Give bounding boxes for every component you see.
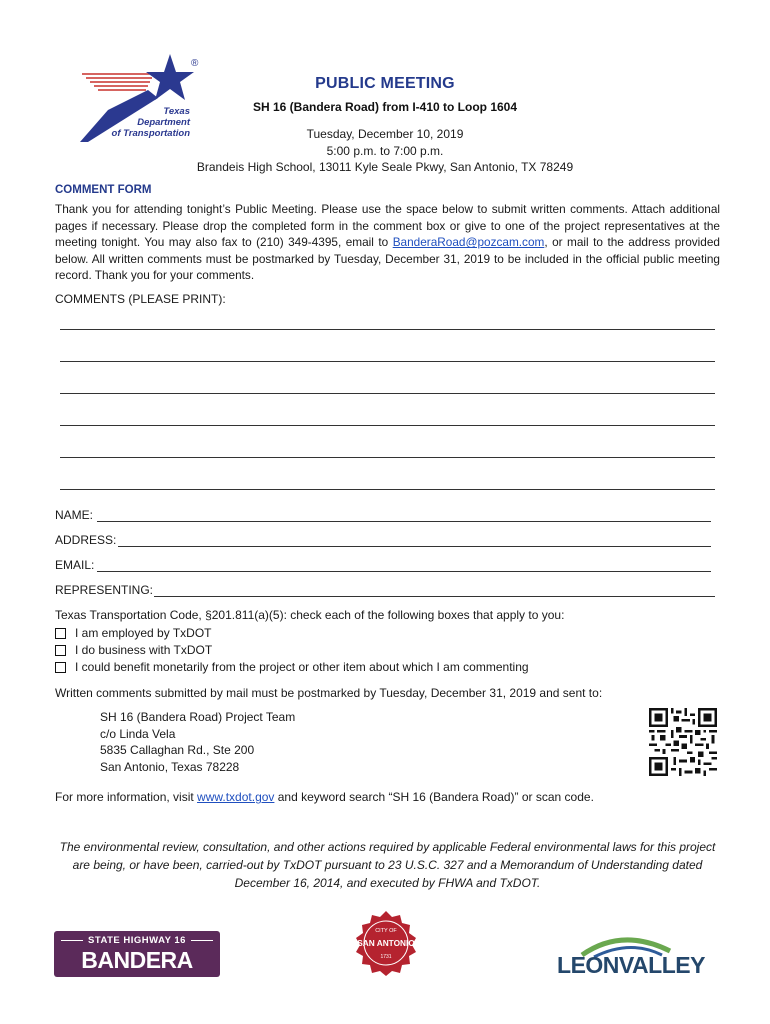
address-line: SH 16 (Bandera Road) Project Team xyxy=(100,710,296,724)
more-info-text xyxy=(55,790,594,804)
txdot-website-link[interactable]: www.txdot.gov xyxy=(197,790,275,804)
email-link[interactable]: BanderaRoad@pozcam.com xyxy=(392,235,545,250)
mailing-address xyxy=(100,709,295,775)
address-line: San Antonio, Texas 78228 xyxy=(100,759,240,774)
checkbox-row-employed xyxy=(55,626,212,640)
meeting-date: Tuesday, December 10, 2019 xyxy=(306,127,464,141)
bandera-road-logo xyxy=(54,931,220,1001)
comment-line[interactable] xyxy=(60,489,715,490)
checkbox-row-benefit xyxy=(55,660,529,674)
address-field[interactable] xyxy=(118,546,711,547)
logo-line-texas: Texas xyxy=(163,106,190,117)
comment-line[interactable] xyxy=(60,393,715,394)
registered-mark: ® xyxy=(191,58,199,69)
sa-seal-city: CITY OF xyxy=(375,928,397,934)
meeting-time: 5:00 p.m. to 7:00 p.m. xyxy=(326,143,444,158)
address-line: c/o Linda Vela xyxy=(100,726,176,741)
email-label: EMAIL: xyxy=(55,558,95,572)
checkbox-label-employed: I am employed by TxDOT xyxy=(75,626,212,640)
name-field[interactable] xyxy=(97,521,711,522)
checkbox-employed[interactable] xyxy=(55,628,66,639)
transportation-code-text: Texas Transportation Code, §201.811(a)(5): check each of the following boxes that apply to you: xyxy=(55,608,565,622)
san-antonio-seal xyxy=(352,909,420,977)
representing-label: REPRESENTING: xyxy=(55,583,154,597)
leon-valley-logo xyxy=(552,933,710,977)
meeting-details xyxy=(170,126,600,176)
address-line: 5835 Callaghan Rd., Ste 200 xyxy=(100,743,255,757)
intro-paragraph xyxy=(55,201,720,284)
representing-field[interactable] xyxy=(154,596,715,597)
comment-line[interactable] xyxy=(60,329,715,330)
checkbox-business[interactable] xyxy=(55,645,66,656)
comments-label: COMMENTS (PLEASE PRINT): xyxy=(55,292,226,306)
name-label: NAME: xyxy=(55,508,94,522)
address-label: ADDRESS: xyxy=(55,533,117,547)
environmental-disclaimer: The environmental review, consultation, and other actions required by applicable Federal environmental laws for this project are being, or have been, carried-out by TxDOT pursuant to 23 U.S.C. 327 and a Memorandum of Understanding dated December 16, 2014, and executed by FHWA and TxDOT. xyxy=(59,840,716,890)
email-field[interactable] xyxy=(97,571,711,572)
checkbox-label-benefit: I could benefit monetarily from the project or other item about which I am commenting xyxy=(75,660,529,674)
intro-text-1: Thank you for attending tonight’s Public Meeting. Please use the space below to submit written comments. Attach additional pages if necessary. Please drop the completed form in the comment box or give to one of the project representatives at the meeting tonight. You may also fax to (210) 349-4395, email to xyxy=(55,202,720,250)
sa-seal-year: 1731 xyxy=(380,954,392,960)
meeting-location: Brandeis High School, 13011 Kyle Seale Pkwy, San Antonio, TX 78249 xyxy=(196,160,574,174)
mail-note: Written comments submitted by mail must be postmarked by Tuesday, December 31, 2019 and sent to: xyxy=(55,686,603,700)
checkbox-benefit[interactable] xyxy=(55,662,66,673)
checkbox-row-business xyxy=(55,643,212,657)
checkbox-label-business: I do business with TxDOT xyxy=(75,643,213,657)
sa-seal-name: SAN ANTONIO xyxy=(357,938,415,948)
more-info-text-2: and keyword search “SH 16 (Bandera Road)” or scan code. xyxy=(274,790,594,804)
logo-line-department: Department xyxy=(137,117,190,128)
bandera-logo-top: STATE HIGHWAY 16 xyxy=(54,935,220,946)
more-info-text-1: For more information, visit xyxy=(55,790,198,804)
logo-line-transportation: of Transportation xyxy=(111,128,190,139)
intro-text-2: , or mail to the address provided below. All written comments must be postmarked by Tuesday, December 31, 2019 to be included in the official public meeting record. Thank you for your comments. xyxy=(55,235,720,283)
comment-line[interactable] xyxy=(60,457,715,458)
section-title: COMMENT FORM xyxy=(55,184,152,196)
bandera-logo-main: BANDERA ROAD xyxy=(81,947,193,1001)
page-subtitle: SH 16 (Bandera Road) from I-410 to Loop 1604 xyxy=(252,100,518,114)
comment-line[interactable] xyxy=(60,361,715,362)
page-title: PUBLIC MEETING xyxy=(315,75,455,92)
leon-valley-text: LEONVALLEY xyxy=(557,952,705,977)
qr-code-icon[interactable] xyxy=(649,708,717,776)
comment-line[interactable] xyxy=(60,425,715,426)
